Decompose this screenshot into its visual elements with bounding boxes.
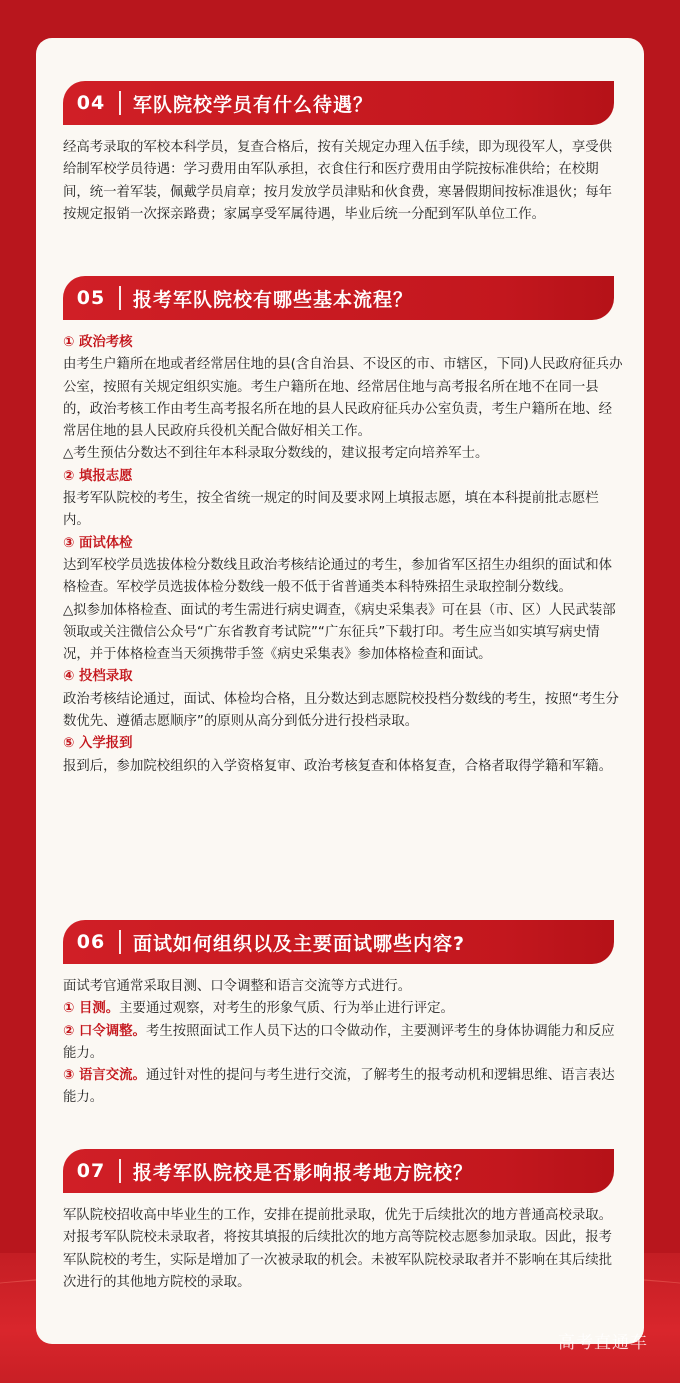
step-heading: ④ 投档录取	[63, 669, 133, 685]
section-number: 04	[76, 92, 106, 114]
section-title: 军队院校学员有什么待遇？	[133, 93, 374, 116]
content-card	[36, 38, 644, 1344]
banner-divider	[119, 286, 121, 310]
section-banner	[63, 81, 614, 125]
section-06	[36, 920, 644, 1110]
step-heading: ② 填报志愿	[63, 468, 133, 484]
section-banner	[63, 276, 614, 320]
section-number: 05	[76, 287, 106, 309]
paragraph: 报考军队院校的考生，按全省统一规定的时间及要求网上填报志愿，填在本科提前批志愿栏内。	[63, 491, 599, 529]
section-07	[36, 1149, 644, 1294]
list-item	[63, 1021, 625, 1066]
item-label: ③ 语言交流。	[63, 1068, 146, 1084]
section-number: 06	[76, 931, 106, 953]
paragraph: 达到军校学员选拔体检分数线且政治考核结论通过的考生，参加省军区招生办组织的面试和体格检查。军校学员选拔体检分数线一般不低于省普通类本科特殊招生录取控制分数线。	[63, 557, 613, 596]
step-heading: ① 政治考核	[63, 335, 133, 350]
banner-divider	[119, 930, 121, 954]
paragraph: 由考生户籍所在地或者经常居住地的县(含自治县、不设区的市、市辖区，下同)人民政府征兵办公室，按照有关规定组织实施。考生户籍所在地、经常居住地与高考报名所在地不在同一县的，政治考核工作由考生高考报名所在地的县人民政府征兵办公室负责，考生户籍所在地、经常居住地的县人民政府兵役机关配合做好相关工作。	[63, 357, 623, 440]
item-text: 考生按照面试工作人员下达的口令做动作，主要测评考生的身体协调能力和反应能力。	[63, 1023, 615, 1061]
step-heading: ⑤ 入学报到	[63, 736, 133, 752]
section-body	[63, 332, 625, 778]
banner-divider	[119, 1159, 121, 1183]
section-05	[36, 276, 644, 778]
section-banner	[63, 920, 614, 964]
list-item	[63, 998, 625, 1020]
banner-divider	[119, 91, 121, 115]
section-title: 面试如何组织以及主要面试哪些内容?	[133, 932, 466, 955]
section-body	[63, 976, 625, 1110]
section-body	[63, 1205, 625, 1294]
paragraph: 报到后，参加院校组织的入学资格复审、政治考核复查和体格复查，合格者取得学籍和军籍。	[63, 758, 613, 774]
section-title: 报考军队院校是否影响报考地方院校？	[133, 1161, 474, 1184]
section-title: 报考军队院校有哪些基本流程？	[133, 288, 414, 311]
paragraph: 面试考官通常采取目测、口令调整和语言交流等方式进行。	[63, 979, 412, 994]
paragraph: 政治考核结论通过，面试、体检均合格，且分数达到志愿院校投档分数线的考生，按照“考生分数优先、遵循志愿顺序”的原则从高分到低分进行投档录取。	[63, 691, 619, 730]
item-label: ② 口令调整。	[63, 1023, 146, 1039]
note-paragraph: △拟参加体格检查、面试的考生需进行病史调查，《病史采集表》可在县（市、区）人民武装部领取或关注微信公众号“广东省教育考试院”“广东征兵”下载打印。考生应当如实填写病史情况，并于体格检查当天须携带手签《病史采集表》参加体格检查和面试。	[63, 602, 616, 663]
section-body	[63, 137, 625, 226]
section-number: 07	[76, 1160, 106, 1182]
paragraph: 军队院校招收高中毕业生的工作，安排在提前批录取，优先于后续批次的地方普通高校录取。对报考军队院校未录取者，将按其填报的后续批次的地方高等院校志愿参加录取。因此，报考军队院校的考生，实际是增加了一次被录取的机会。未被军队院校录取者并不影响在其后续批次进行的其他地方院校的录取。	[63, 1208, 613, 1290]
item-label: ① 目测。	[63, 1001, 120, 1017]
section-04	[36, 81, 644, 226]
footer-brand: 高考直通车	[558, 1333, 648, 1353]
item-text: 通过针对性的提问与考生进行交流，了解考生的报考动机和逻辑思维、语言表达能力。	[63, 1068, 615, 1106]
section-banner	[63, 1149, 614, 1193]
paragraph: 经高考录取的军校本科学员，复查合格后，按有关规定办理入伍手续，即为现役军人，享受供给制军校学员待遇：学习费用由军队承担，衣食住行和医疗费用由学院按标准供给；在校期间，统一着军装，佩戴学员肩章；按月发放学员津贴和伙食费，寒暑假期间按标准退伙；每年按规定报销一次探亲路费；家属享受军属待遇，毕业后统一分配到军队单位工作。	[63, 140, 613, 222]
note-paragraph: △考生预估分数达不到往年本科录取分数线的，建议报考定向培养军士。	[63, 446, 489, 462]
step-heading: ③ 面试体检	[63, 535, 133, 551]
list-item	[63, 1065, 625, 1110]
item-text: 主要通过观察，对考生的形象气质、行为举止进行评定。	[119, 1001, 454, 1017]
